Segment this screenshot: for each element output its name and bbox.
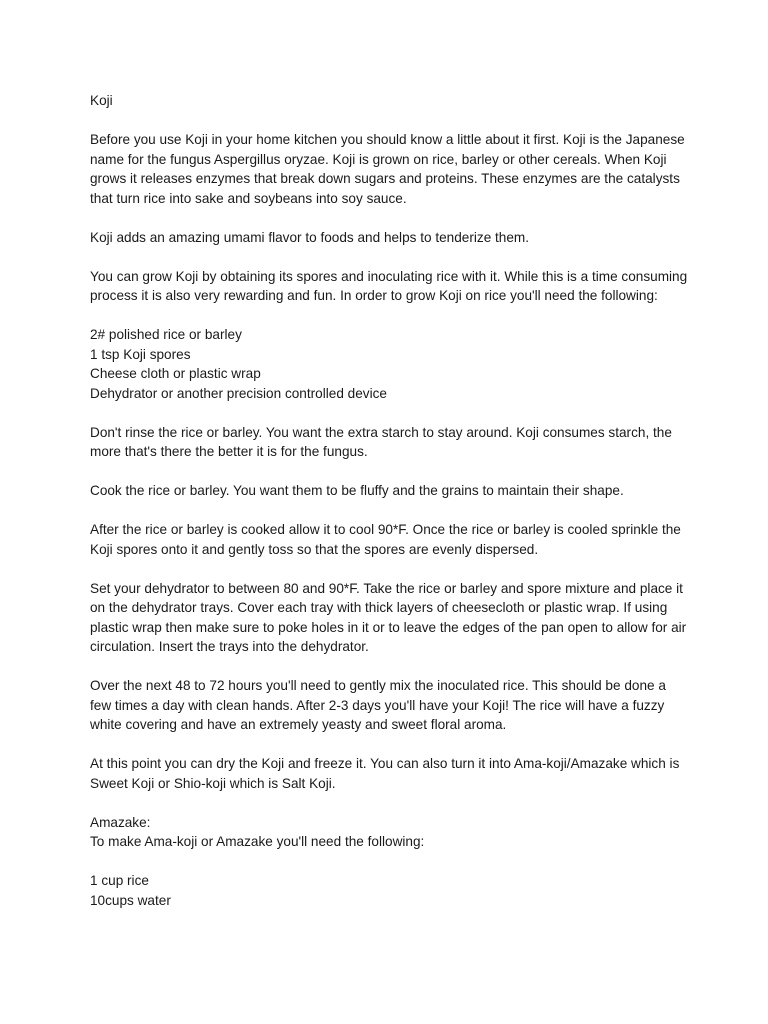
paragraph-mix: Over the next 48 to 72 hours you'll need to gently mix the inoculated rice. This should be done a few times a day with clean hands. After 2-3 days you'll have your Koji! The rice will have a fuzzy white covering and have an extremely yeasty and sweet floral aroma. — [90, 678, 666, 732]
paragraph-cool: After the rice or barley is cooked allow it to cool 90*F. Once the rice or barley is cooled sprinkle the Koji spores onto it and gently toss so that the spores are evenly dispersed. — [90, 522, 681, 557]
document-body — [90, 91, 690, 910]
paragraph-dehydrator: Set your dehydrator to between 80 and 90*F. Take the rice or barley and spore mixture and place it on the dehydrator trays. Cover each tray with thick layers of cheesecloth or plastic wrap. If using plastic wrap then make sure to poke holes in it or to leave the edges of the pan open to allow for air circulation. Insert the trays into the dehydrator. — [90, 580, 687, 654]
amazake-intro: To make Ama-koji or Amazake you'll need the following: — [90, 834, 425, 849]
amazake-ingredients-list — [90, 871, 690, 910]
document-title: Koji — [90, 93, 113, 108]
paragraph-rinse: Don't rinse the rice or barley. You want the extra starch to stay around. Koji consumes starch, the more that's there the better it is for the fungus. — [90, 424, 672, 459]
paragraph-intro: Before you use Koji in your home kitchen you should know a little about it first. Koji is the Japanese name for the fungus Aspergillus oryzae. Koji is grown on rice, barley or other cereals. When Koji grows it releases enzymes that break down sugars and proteins. These enzymes are the catalysts that turn rice into sake and soybeans into soy sauce. — [90, 132, 685, 206]
paragraph-cook: Cook the rice or barley. You want them to be fluffy and the grains to maintain their shape. — [90, 483, 624, 498]
list-item: 1 tsp Koji spores — [90, 346, 191, 362]
ingredients-list — [90, 325, 690, 403]
list-item: 2# polished rice or barley — [90, 327, 242, 342]
paragraph-dry: At this point you can dry the Koji and freeze it. You can also turn it into Ama-koji/Amazake which is Sweet Koji or Shio-koji which is Salt Koji. — [90, 756, 680, 791]
paragraph-grow: You can grow Koji by obtaining its spores and inoculating rice with it. While this is a time consuming process it is also very rewarding and fun. In order to grow Koji on rice you'll need the following: — [90, 268, 688, 303]
amazake-heading: Amazake: — [90, 814, 151, 830]
list-item: 10cups water — [90, 892, 171, 908]
paragraph-umami: Koji adds an amazing umami flavor to foods and helps to tenderize them. — [90, 229, 530, 245]
list-item: Cheese cloth or plastic wrap — [90, 366, 261, 381]
amazake-section — [90, 813, 690, 852]
list-item: 1 cup rice — [90, 873, 149, 888]
list-item: Dehydrator or another precision controlled device — [90, 385, 387, 401]
